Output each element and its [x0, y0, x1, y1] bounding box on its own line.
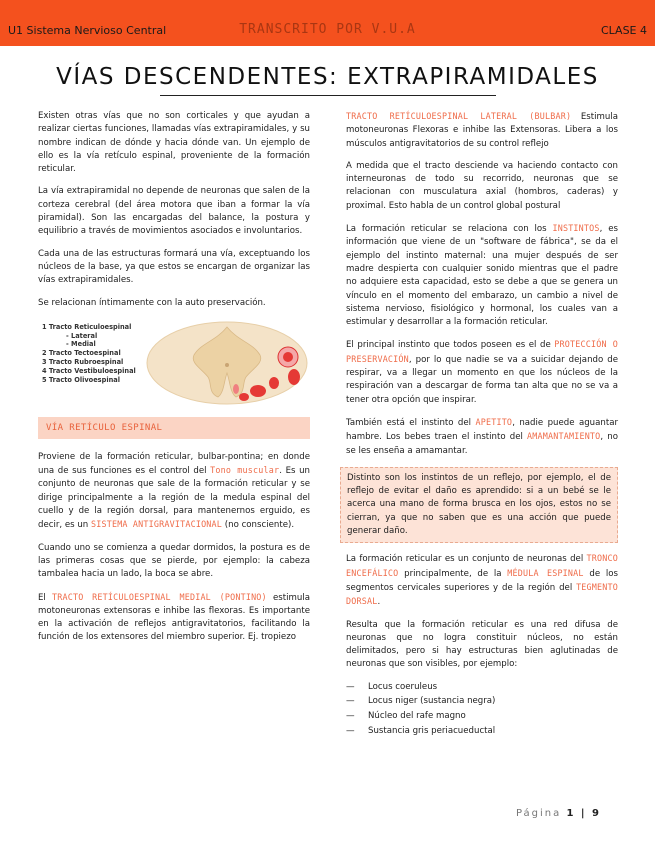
- legend-item: 3 Tracto Rubroespinal: [42, 358, 124, 367]
- spinal-cord-figure: [38, 319, 308, 405]
- list-item: — Núcleo del rafe magno: [346, 710, 618, 723]
- paragraph: El principal instinto que todos poseen es el de PROTECCIÓN O PRESERVACIÓN, por lo que nadie se va a suicidar dejando de respirar, va a llegar un momento en que los núcleos de la respiración van a descargar de forma tan alta que no se va a tener otra opción que inspirar.: [346, 339, 618, 405]
- paragraph: Existen otras vías que no son corticales y que ayudan a realizar ciertas funciones, llamadas vías extrapiramidales, y su nombre indican de dónde y hacia dónde van. Un ejemplo de ello es la vía retículo espinal, proveniente de la formación reticular.: [38, 111, 310, 175]
- note-text: Distinto son los instintos de un reflejo, por ejemplo, el de reflejo de evitar el daño es aprendido: si a un bebé se le acerca una mano de forma brusca en los ojos, estos no se cierran, ya que no saben que es una acción que puede generar daño.: [347, 472, 611, 537]
- page-header: [0, 0, 655, 46]
- page-title: VÍAS DESCENDENTES: EXTRAPIRAMIDALES: [56, 64, 599, 90]
- paragraph: Proviene de la formación reticular, bulbar-pontina; en donde una de sus funciones es el control del Tono muscular. Es un conjunto de neuronas que sale de la formación reticular y se dirige principalmente a la región de la medula espinal del cuello y de la región dorsal, para mantenernos erguido, es decir, es un SISTEMA ANTIGRAVITACIONAL (no consciente).: [38, 451, 311, 531]
- page-footer: [516, 808, 601, 819]
- legend-item: 2 Tracto Tectoespinal: [42, 349, 121, 358]
- section-heading: VÍA RETÍCULO ESPINAL: [38, 417, 310, 439]
- paragraph: TRACTO RETÍCULOESPINAL LATERAL (BULBAR) Estimula motoneuronas Flexoras e inhibe las Extensoras. Libera a los músculos antigravitatorios de su control reflejo: [346, 111, 618, 149]
- title-underline: [160, 95, 496, 96]
- list-item: — Sustancia gris periacueductal: [346, 725, 618, 738]
- note-box: [340, 467, 618, 543]
- paragraph: La formación reticular es un conjunto de neuronas del TRONCO ENCEFÁLICO principalmente, de la MÉDULA ESPINAL de los segmentos cervicales superiores y de la región del TEGMENTO DORSAL.: [346, 553, 618, 608]
- right-column: [346, 110, 618, 740]
- header-credit: TRANSCRITO POR V.U.A: [239, 22, 416, 37]
- spinal-cord-illustration: [146, 321, 308, 405]
- paragraph: La vía extrapiramidal no depende de neuronas que salen de la corteza cerebral (del área motora que iban a formar la vía piramidal). Son las encargadas del balance, la postura y equilibrio a través de movimientos asociados e involuntarios.: [38, 186, 310, 237]
- legend-item: 4 Tracto Vestibuloespinal: [42, 366, 136, 375]
- legend-item: 1 Tracto Reticuloespinal: [42, 322, 132, 331]
- header-class: CLASE 4: [600, 24, 647, 37]
- paragraph: Resulta que la formación reticular es una red difusa de neuronas que no logra constituir núcleos, no están delimitados, pero si hay estructuras bien aglutinadas de neuronas que son visibles, por ejemplo:: [346, 619, 618, 670]
- header-unit: U1 Sistema Nervioso Central: [8, 24, 167, 37]
- list-item: — Locus coeruleus: [346, 681, 618, 694]
- legend-item: - Medial: [66, 340, 96, 349]
- footer-page-word: Página: [515, 808, 562, 819]
- paragraph: Se relacionan íntimamente con la auto preservación.: [38, 297, 266, 308]
- structure-list: [346, 681, 618, 739]
- paragraph: Cada una de las estructuras formará una vía, exceptuando los núcleos de la base, ya que estos se encargan de organizar las vías extrapiramidales.: [38, 248, 310, 286]
- figure-legend: [42, 323, 136, 385]
- paragraph: Cuando uno se comienza a quedar dormidos, la postura es de las primeras cosas que se pierde, por ejemplo: la cabeza tambalea hacia un lado, la boca se abre.: [38, 542, 310, 580]
- legend-item: 5 Tracto Olivoespinal: [42, 375, 120, 384]
- paragraph: A medida que el tracto desciende va haciendo contacto con interneuronas de todo su recorrido, neuronas que se relacionan con musculatura axial (hombros, caderas) y proximal. Esto habla de un control global postural: [346, 160, 618, 211]
- left-column: [38, 110, 310, 654]
- page-number: 1 | 9: [566, 808, 601, 819]
- list-item: — Locus niger (sustancia negra): [346, 695, 618, 708]
- paragraph: El TRACTO RETÍCULOESPINAL MEDIAL (PONTINO) estimula motoneuronas extensoras e inhibe las flexoras. Es importante en la activación de reflejos antigravitatorios, facilitando la función de los extensores del miembro superior. Ej. tropiezo: [38, 591, 310, 643]
- paragraph: La formación reticular se relaciona con los INSTINTOS, es información que viene de un "software de fábrica", se da el ejemplo del instinto maternal: una mujer después de ser madre despierta con cualquier sonido mientras que el padre no adquiere esta capacidad, esto se debe a que se genera un vínculo en el momento del embarazo, un cambio a nivel de sistema nervioso, fisiológico y hormonal, los cuales van a estimular y desarrollar a la formación reticular.: [346, 223, 618, 328]
- paragraph: También está el instinto del APETITO, nadie puede aguantar hambre. Los bebes traen el instinto del AMAMANTAMIENTO, no se les enseña a amamantar.: [346, 416, 618, 456]
- legend-item: - Lateral: [66, 331, 98, 340]
